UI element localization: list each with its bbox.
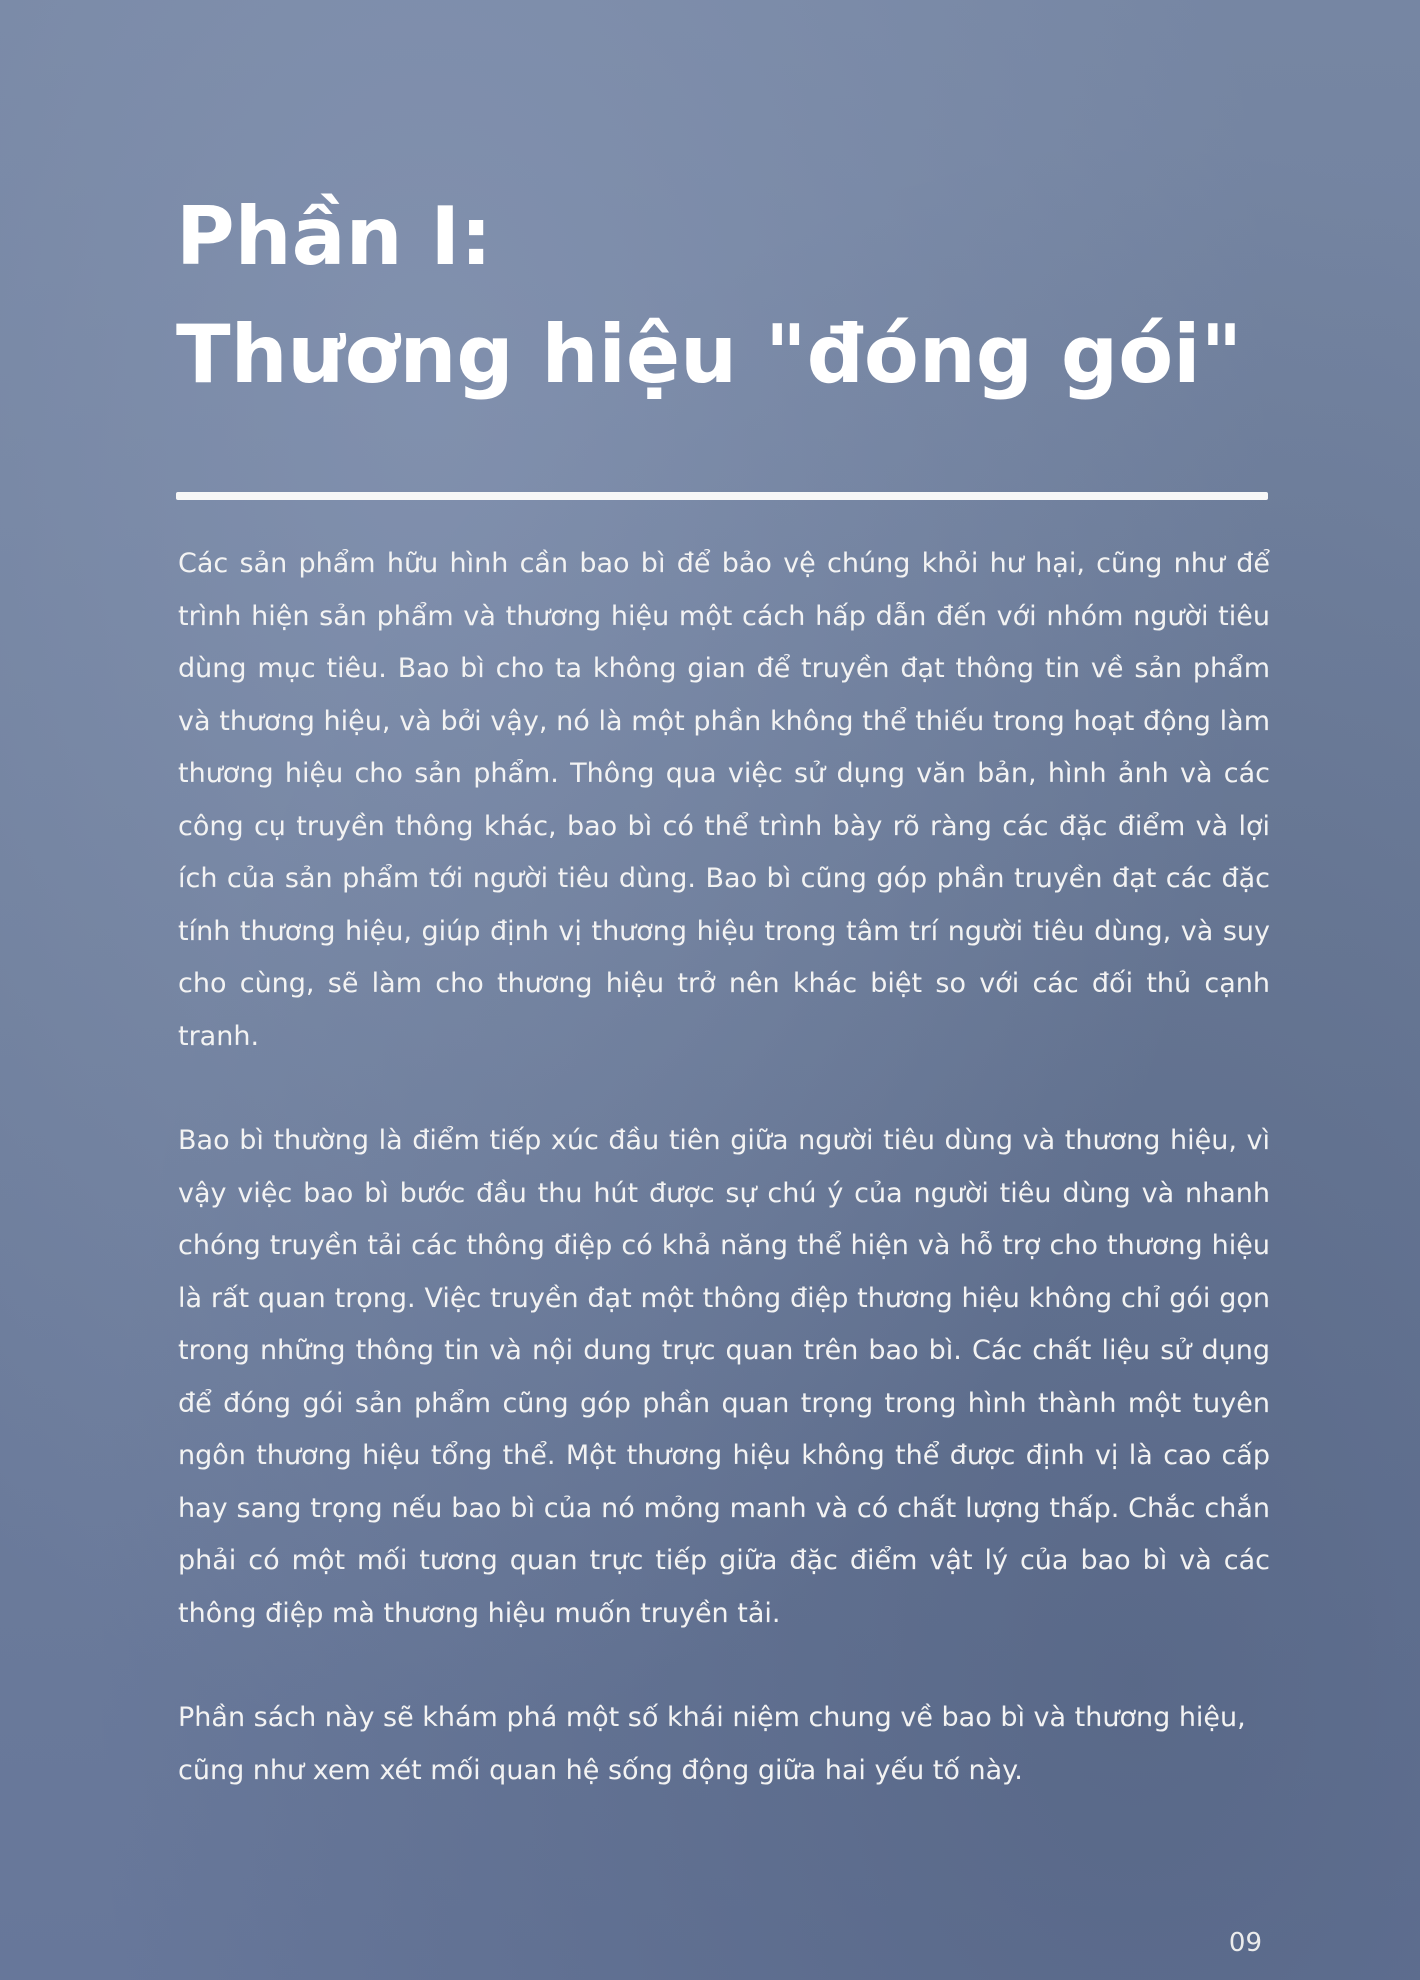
chapter-title-line-1: Phần I: <box>176 190 493 283</box>
paragraph-2: Bao bì thường là điểm tiếp xúc đầu tiên giữa người tiêu dùng và thương hiệu, vì vậy việc bao bì bước đầu thu hút được sự chú ý của người tiêu dùng và nhanh chóng truyền tải các thông điệp có khả năng thể hiện và hỗ trợ cho thương hiệu là rất quan trọng. Việc truyền đạt một thông điệp thương hiệu không chỉ gói gọn trong những thông tin và nội dung trực quan trên bao bì. Các chất liệu sử dụng để đóng gói sản phẩm cũng góp phần quan trọng trong hình thành một tuyên ngôn thương hiệu tổng thể. Một thương hiệu không thể được định vị là cao cấp hay sang trọng nếu bao bì của nó mỏng manh và có chất lượng thấp. Chắc chắn phải có một mối tương quan trực tiếp giữa đặc điểm vật lý của bao bì và các thông điệp mà thương hiệu muốn truyền tải. <box>178 1125 1270 1629</box>
body-text <box>178 538 1270 1849</box>
paragraph-1: Các sản phẩm hữu hình cần bao bì để bảo vệ chúng khỏi hư hại, cũng như để trình hiện sản phẩm và thương hiệu một cách hấp dẫn đến với nhóm người tiêu dùng mục tiêu. Bao bì cho ta không gian để truyền đạt thông tin về sản phẩm và thương hiệu, và bởi vậy, nó là một phần không thể thiếu trong hoạt động làm thương hiệu cho sản phẩm. Thông qua việc sử dụng văn bản, hình ảnh và các công cụ truyền thông khác, bao bì có thể trình bày rõ ràng các đặc điểm và lợi ích của sản phẩm tới người tiêu dùng. Bao bì cũng góp phần truyền đạt các đặc tính thương hiệu, giúp định vị thương hiệu trong tâm trí người tiêu dùng, và suy cho cùng, sẽ làm cho thương hiệu trở nên khác biệt so với các đối thủ cạnh tranh. <box>178 548 1270 1052</box>
title-divider <box>176 492 1268 500</box>
chapter-title-line-2: Thương hiệu "đóng gói" <box>176 308 1243 401</box>
chapter-title <box>176 178 1276 414</box>
page-number: 09 <box>1228 1928 1262 1958</box>
paragraph-3: Phần sách này sẽ khám phá một số khái niệm chung về bao bì và thương hiệu, cũng như xem xét mối quan hệ sống động giữa hai yếu tố này. <box>178 1702 1246 1786</box>
